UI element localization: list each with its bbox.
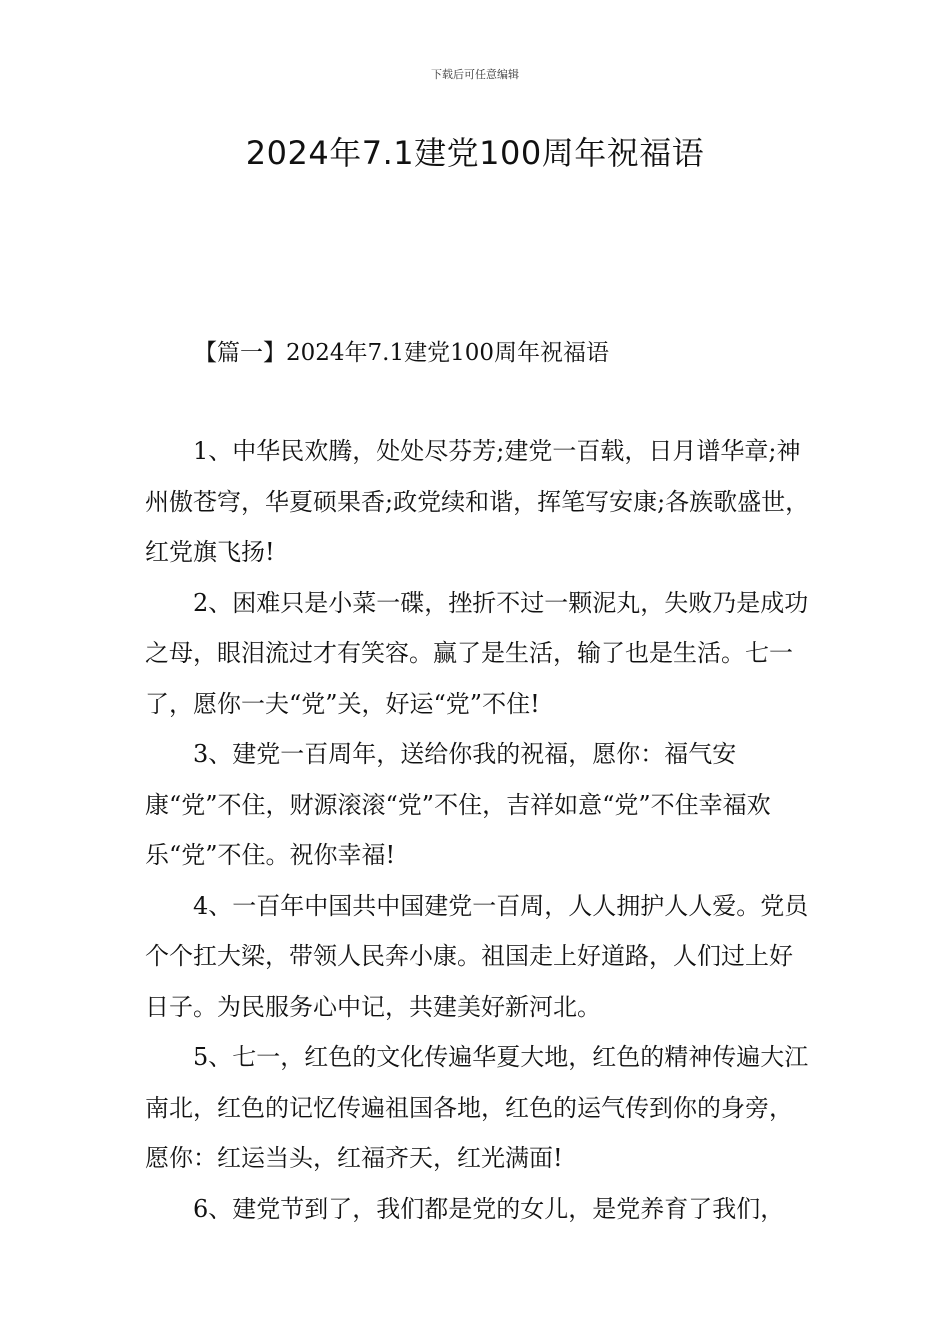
document-body: [145, 426, 815, 1234]
header-note: 下载后可任意编辑: [431, 68, 519, 81]
section-heading: 【篇一】2024年7.1建党100周年祝福语: [194, 340, 610, 366]
paragraph-1: 1、中华民欢腾，处处尽芬芳;建党一百载，日月谱华章;神州傲苍穹，华夏硕果香;政党续和谐，挥笔写安康;各族歌盛世，红党旗飞扬!: [145, 437, 810, 566]
paragraph-4: 4、一百年中国共中国建党一百周，人人拥护人人爱。党员个个扛大梁，带领人民奔小康。祖国走上好道路，人们过上好日子。为民服务心中记，共建美好新河北。: [145, 891, 809, 1021]
document-title: 2024年7.1建党100周年祝福语: [245, 134, 705, 172]
paragraph-3: 3、建党一百周年，送给你我的祝福，愿你：福气安康“党”不住，财源滚滚“党”不住，吉祥如意“党”不住幸福欢乐“党”不住。祝你幸福!: [145, 740, 771, 869]
paragraph-5: 5、七一，红色的文化传遍华夏大地，红色的精神传遍大江南北，红色的记忆传遍祖国各地，红色的运气传到你的身旁，愿你：红运当头，红福齐天，红光满面!: [145, 1043, 809, 1172]
paragraph-2: 2、困难只是小菜一碟，挫折不过一颗泥丸，失败乃是成功之母，眼泪流过才有笑容。赢了是生活，输了也是生活。七一了，愿你一夫“党”关，好运“党”不住!: [145, 588, 809, 718]
paragraph-6: 6、建党节到了，我们都是党的女儿，是党养育了我们，: [193, 1194, 785, 1223]
